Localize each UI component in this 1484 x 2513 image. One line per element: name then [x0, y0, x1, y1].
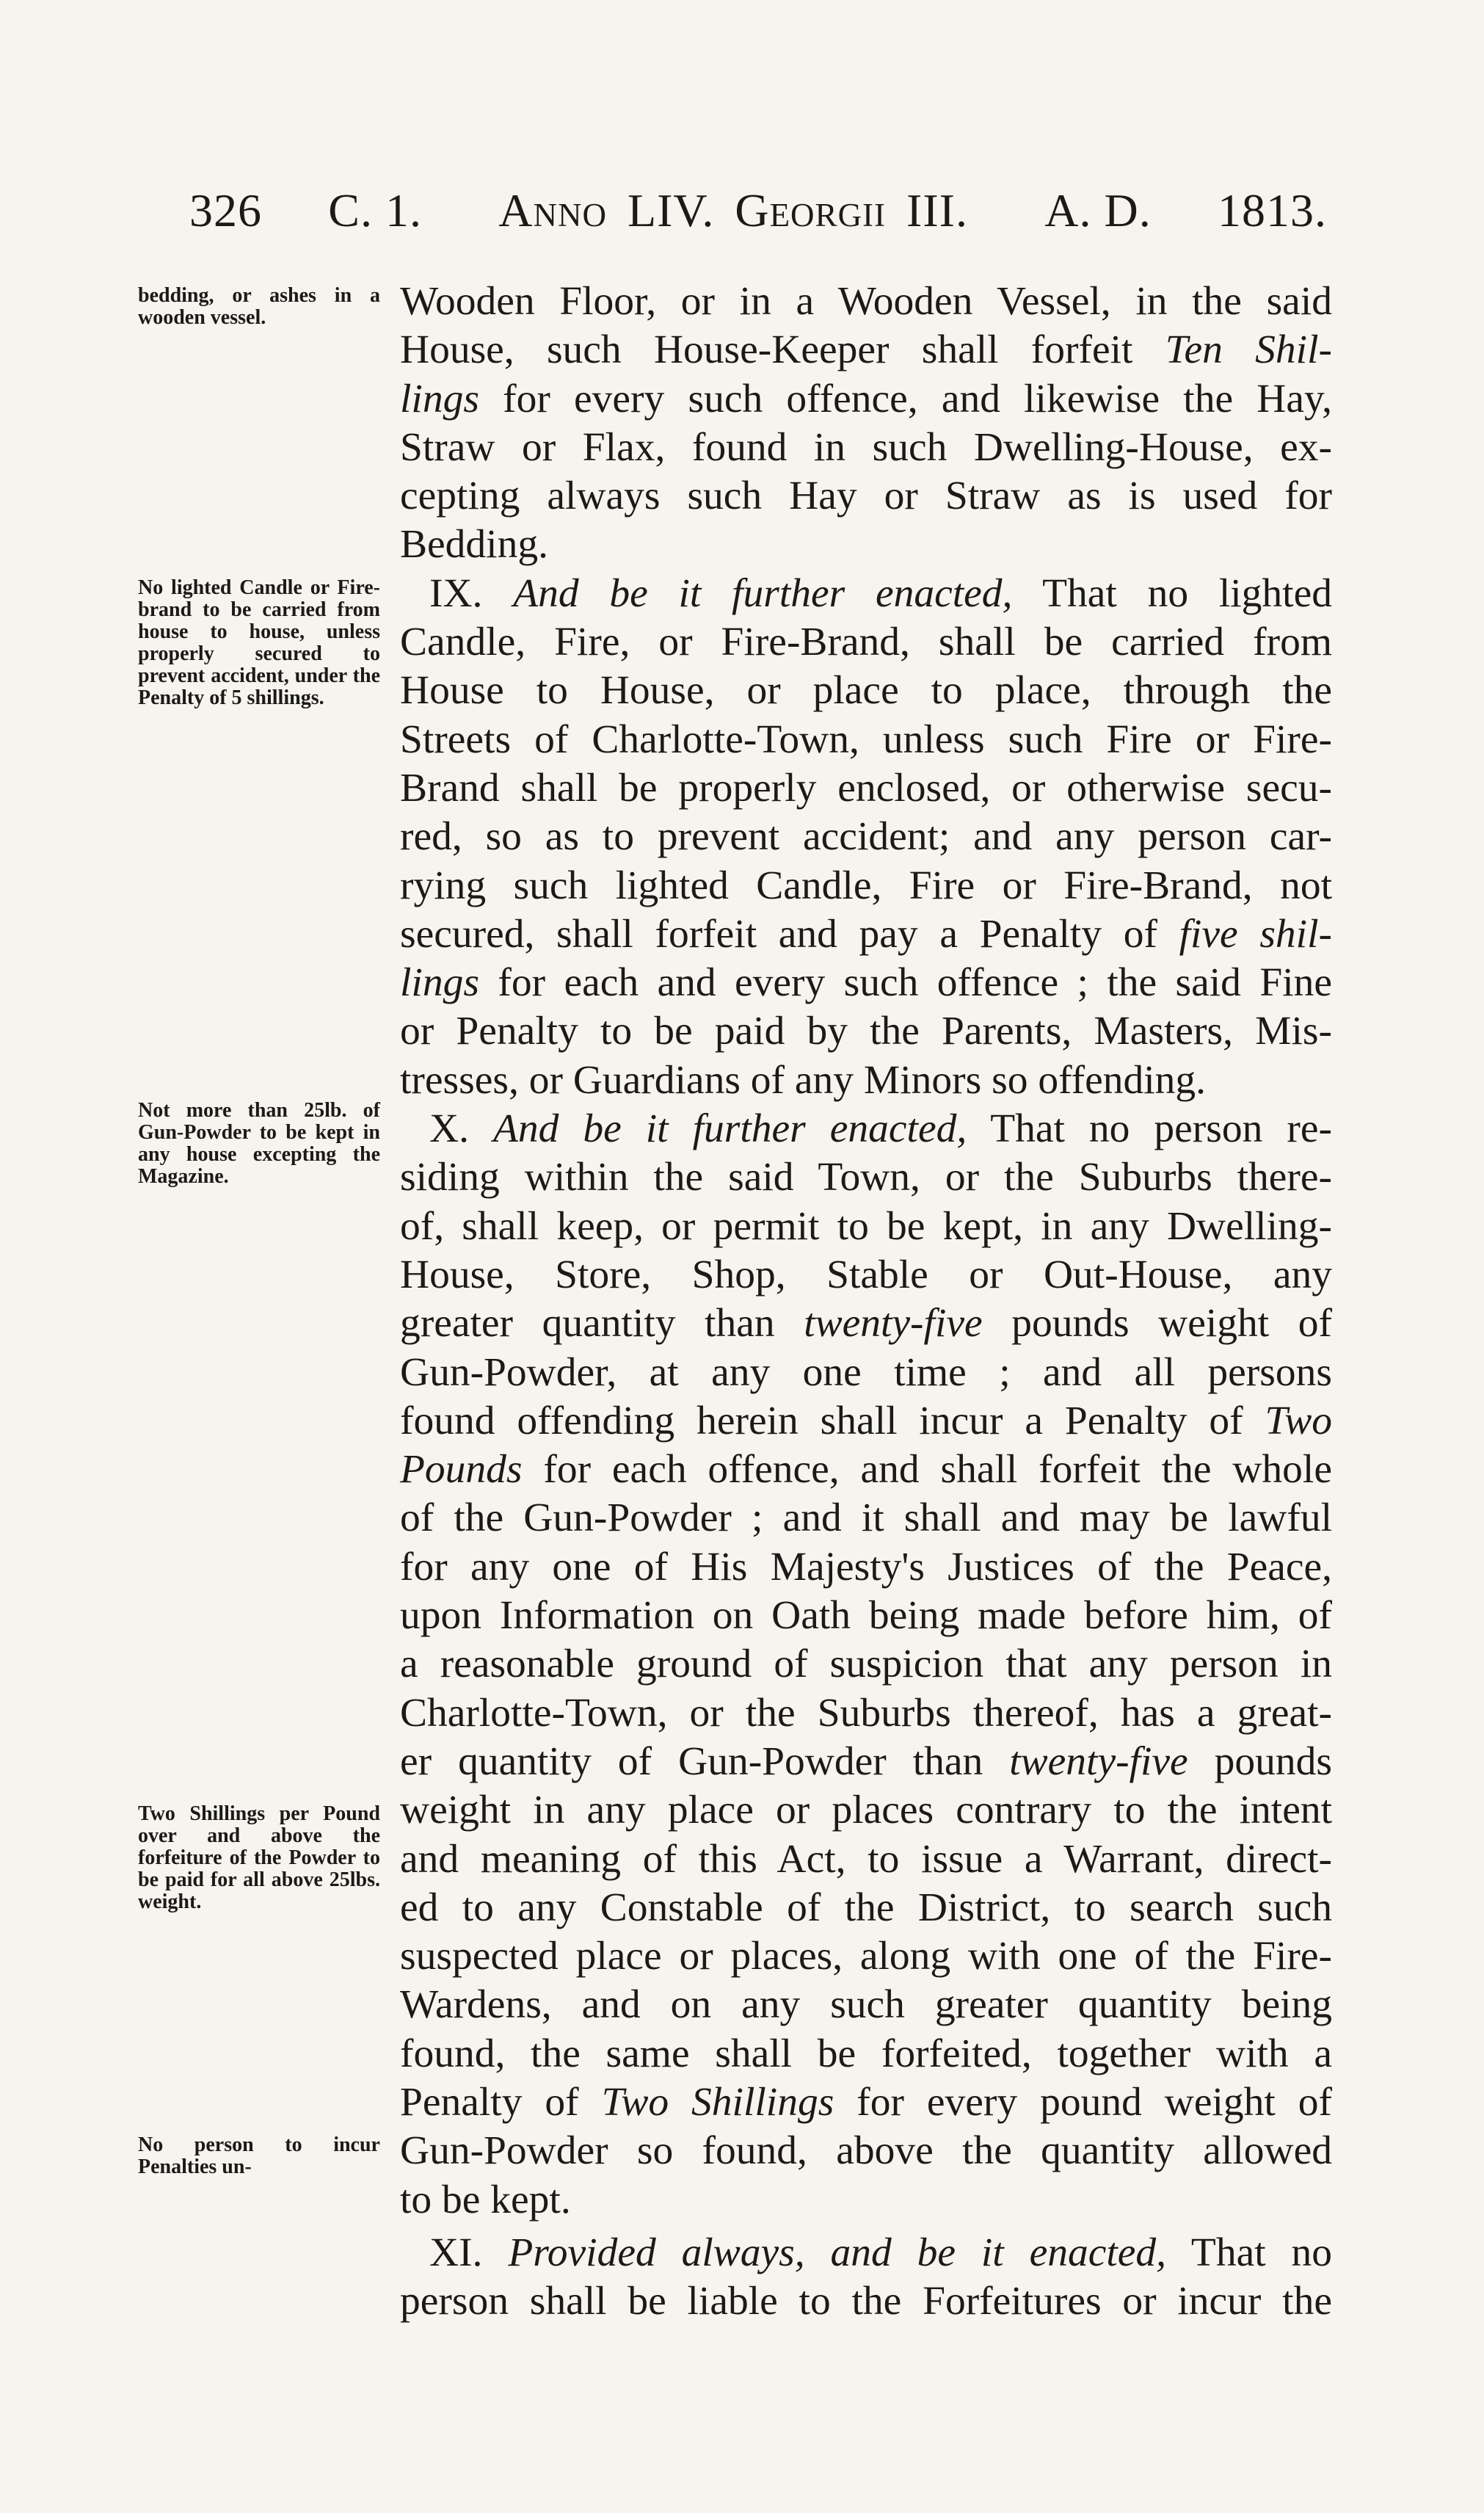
line-text: That no lighted: [1012, 570, 1332, 616]
line-text: Bedding.: [400, 522, 548, 567]
line-text: pounds weight of: [982, 1301, 1332, 1346]
text-line: [400, 1640, 1332, 1689]
text-line: [400, 521, 1332, 569]
header-king-number: III.: [906, 184, 968, 236]
text-line: [400, 2030, 1332, 2078]
text-line: [400, 278, 1332, 326]
header-year: 1813.: [1217, 184, 1327, 236]
text-line: [400, 1689, 1332, 1738]
margin-note-two-shillings: Two Shillings per Pound over and above the forfeiture of the Powder to be paid for all above 25lbs. weight.: [138, 1802, 380, 1913]
margin-note-bedding: bedding, or ashes in a wooden vessel.: [138, 284, 380, 329]
text-line: [400, 813, 1332, 861]
line-text: or Penalty to be paid by the Parents, Masters, Mis-: [400, 1009, 1332, 1054]
line-text: House, Store, Shop, Stable or Out-House, any: [400, 1252, 1332, 1297]
text-line: [400, 1884, 1332, 1932]
line-text: House, such House-Keeper shall forfeit: [400, 327, 1165, 373]
line-text: Gun-Powder, at any one time ; and all persons: [400, 1349, 1332, 1395]
line-text: for every such offence, and likewise the Hay,: [479, 376, 1332, 421]
italic-text: Two: [1265, 1398, 1332, 1443]
header-king: Georgii: [735, 184, 887, 236]
line-text: Straw or Flax, found in such Dwelling-House, ex-: [400, 424, 1332, 470]
line-text: ed to any Constable of the District, to search such: [400, 1885, 1332, 1930]
text-line: [400, 959, 1332, 1007]
line-text: for each offence, and shall forfeit the whole: [522, 1447, 1332, 1493]
line-text: upon Information on Oath being made before him, of: [400, 1593, 1332, 1639]
text-line: [400, 375, 1332, 424]
text-line: [400, 472, 1332, 521]
line-text: That no: [1166, 2230, 1333, 2275]
running-header: [189, 184, 1327, 242]
italic-text: And be it further enacted,: [513, 570, 1013, 616]
section-number: IX.: [429, 570, 514, 616]
text-line: [400, 910, 1332, 959]
margin-note-gunpowder-limit: Not more than 25lb. of Gun-Powder to be kept in any house excepting the Magazine.: [138, 1099, 380, 1188]
line-text: secured, shall forfeit and pay a Penalty of: [400, 911, 1179, 957]
line-text: That no person re-: [967, 1106, 1332, 1152]
text-line: [400, 1835, 1332, 1884]
page-number: 326: [189, 184, 262, 236]
text-line: [400, 2176, 1332, 2224]
line-text: Streets of Charlotte-Town, unless such Fire or Fire-: [400, 717, 1332, 762]
line-text: for each and every such offence ; the said Fine: [479, 960, 1332, 1006]
text-line: [400, 326, 1332, 374]
margin-note-no-person: No person to incur Penalties un-: [138, 2133, 380, 2178]
text-line: [400, 667, 1332, 715]
text-line: [400, 764, 1332, 813]
line-text: of, shall keep, or permit to be kept, in any Dwelling-: [400, 1203, 1332, 1249]
line-text: cepting always such Hay or Straw as is used for: [400, 474, 1332, 519]
italic-text: five shil-: [1179, 911, 1332, 957]
text-line: [400, 1349, 1332, 1397]
line-text: Wooden Floor, or in a Wooden Vessel, in the said: [400, 279, 1332, 324]
text-line: [400, 424, 1332, 472]
text-line: [400, 1786, 1332, 1835]
text-line: [400, 1981, 1332, 2029]
margin-note-lighted-candle: No lighted Candle or Fire-brand to be carried from house to house, unless properly secured to prevent accident, under the Penalty of 5 shillings.: [138, 576, 380, 709]
text-line: [400, 1153, 1332, 1202]
line-text: Candle, Fire, or Fire-Brand, shall be carried from: [400, 620, 1332, 665]
line-text: er quantity of Gun-Powder than: [400, 1738, 1010, 1784]
italic-text: Two Shillings: [601, 2079, 834, 2125]
line-text: red, so as to prevent accident; and any person car-: [400, 814, 1332, 860]
line-text: and meaning of this Act, to issue a Warrant, direct-: [400, 1836, 1332, 1882]
line-text: a reasonable ground of suspicion that any person in: [400, 1642, 1332, 1687]
text-line: [400, 1203, 1332, 1251]
section-ix-heading-line: [400, 570, 1332, 618]
line-text: House to House, or place to place, through the: [400, 668, 1332, 714]
italic-text: lings: [400, 376, 479, 421]
text-line: [400, 1543, 1332, 1592]
line-text: greater quantity than: [400, 1301, 804, 1346]
line-text: rying such lighted Candle, Fire or Fire-Brand, not: [400, 863, 1332, 908]
line-text: found offending herein shall incur a Penalty of: [400, 1398, 1265, 1443]
text-line: [400, 1738, 1332, 1786]
line-text: Penalty of: [400, 2079, 602, 2125]
text-line: [400, 1007, 1332, 1056]
chapter-number: C. 1.: [328, 184, 422, 236]
line-text: Wardens, and on any such greater quantity being: [400, 1982, 1332, 2028]
text-line: [400, 618, 1332, 667]
line-text: for any one of His Majesty's Justices of the Peace,: [400, 1544, 1332, 1589]
text-line: [400, 1592, 1332, 1640]
italic-text: twenty-five: [804, 1301, 983, 1346]
line-text: person shall be liable to the Forfeitures or incur the: [400, 2279, 1332, 2324]
header-title: [488, 184, 978, 238]
line-text: pounds: [1187, 1738, 1332, 1784]
italic-text: Pounds: [400, 1447, 523, 1493]
line-text: Brand shall be properly enclosed, or otherwise secu-: [400, 765, 1332, 811]
text-line: [400, 1251, 1332, 1299]
header-ad: A. D.: [1044, 184, 1152, 236]
header-year-roman: LIV.: [627, 184, 715, 236]
text-line: [400, 2277, 1332, 2326]
section-x-heading-line: [400, 1105, 1332, 1153]
section-xi-heading-line: [400, 2229, 1332, 2277]
text-line: [400, 1299, 1332, 1348]
line-text: for every pound weight of: [834, 2079, 1332, 2125]
italic-text: twenty-five: [1009, 1738, 1188, 1784]
text-line: [400, 1397, 1332, 1446]
section-number: XI.: [429, 2230, 509, 2275]
text-line: [400, 1446, 1332, 1494]
line-text: weight in any place or places contrary to the intent: [400, 1788, 1332, 1833]
text-line: [400, 2127, 1332, 2175]
italic-text: Ten Shil-: [1165, 327, 1332, 373]
line-text: suspected place or places, along with one of the Fire-: [400, 1934, 1332, 1979]
line-text: siding within the said Town, or the Suburbs there-: [400, 1155, 1332, 1200]
body-text: [400, 278, 1332, 2326]
line-text: found, the same shall be forfeited, together with a: [400, 2031, 1332, 2076]
text-line: [400, 1494, 1332, 1542]
line-text: to be kept.: [400, 2177, 571, 2222]
line-text: tresses, or Guardians of any Minors so offending.: [400, 1057, 1206, 1103]
italic-text: And be it further enacted,: [492, 1106, 967, 1152]
text-line: [400, 862, 1332, 910]
line-text: Charlotte-Town, or the Suburbs thereof, has a great-: [400, 1690, 1332, 1736]
italic-text: Provided always, and be it enacted,: [508, 2230, 1167, 2275]
text-line: [400, 1056, 1332, 1105]
line-text: of the Gun-Powder ; and it shall and may be lawful: [400, 1495, 1332, 1541]
text-line: [400, 2078, 1332, 2127]
section-number: X.: [429, 1106, 493, 1152]
text-line: [400, 1932, 1332, 1981]
italic-text: lings: [400, 960, 479, 1006]
header-anno: Anno: [498, 184, 607, 236]
text-line: [400, 716, 1332, 764]
line-text: Gun-Powder so found, above the quantity allowed: [400, 2128, 1332, 2174]
